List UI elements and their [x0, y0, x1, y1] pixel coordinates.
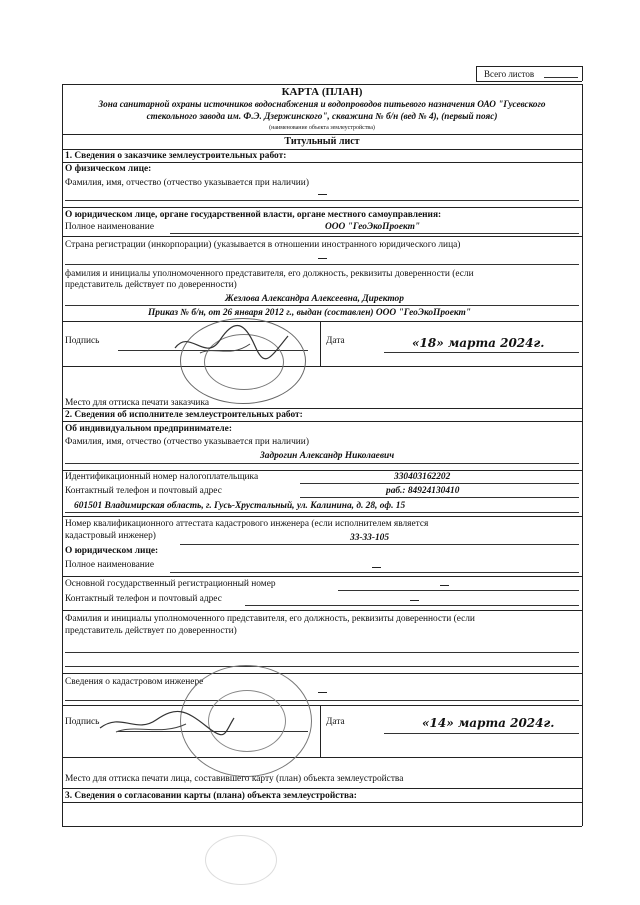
section3-heading: 3. Сведения о согласовании карты (плана) объекта землеустройства:: [65, 791, 357, 801]
object-name-line2: стекольного завода им. Ф.Э. Дзержинского", скважина № б/н (вед № 4), (первый пояс): [146, 111, 498, 121]
executor-fio-label: Фамилия, имя, отчество (отчество указывается при наличии): [65, 437, 309, 447]
executor-rep-label-2: представитель действует по доверенности): [65, 626, 237, 636]
executor-fullname-value: [372, 567, 381, 568]
executor-contact-label: Контактный телефон и почтовый адрес: [65, 486, 222, 496]
inn-value: 330403162202: [394, 472, 451, 482]
customer-fio-label: Фамилия, имя, отчество (отчество указывается при наличии): [65, 178, 309, 188]
individual-heading: О физическом лице:: [65, 164, 152, 174]
customer-rep-label-2: представитель действует по доверенности): [65, 280, 237, 290]
executor-signature-label: Подпись: [65, 717, 100, 727]
executor-fio-value: Задрогин Александр Николаевич: [260, 451, 395, 461]
attest-label-2: кадастровый инженер): [65, 531, 156, 541]
customer-signature: [170, 318, 290, 368]
total-sheets-label: Всего листов: [484, 69, 535, 79]
customer-fio-value: [318, 194, 327, 195]
executor-contact2-value: [410, 600, 419, 601]
customer-fullname-value: ООО "ГеоЭкоПроект": [325, 222, 421, 232]
object-name-line1: Зона санитарной охраны источников водоснабжения и водопроводов питьевого назначения ОАО "Гусевского: [98, 99, 546, 109]
customer-stamp-label: Место для оттиска печати заказчика: [65, 398, 210, 408]
executor-legal-heading: О юридическом лице:: [65, 546, 159, 556]
total-sheets-blank: [544, 77, 578, 78]
attest-value: 33-33-105: [350, 533, 390, 543]
attest-label-1: Номер квалификационного аттестата кадастрового инженера (если исполнителем является: [65, 519, 429, 529]
country-value: [318, 258, 327, 259]
customer-date-value: «18» марта 2024г.: [412, 336, 545, 350]
section2-heading: 2. Сведения об исполнителе землеустроительных работ:: [65, 410, 303, 420]
customer-date-label: Дата: [326, 336, 345, 346]
sheet-title: Титульный лист: [284, 136, 360, 147]
ogrn-label: Основной государственный регистрационный номер: [65, 579, 276, 589]
executor-rep-label-1: Фамилия и инициалы уполномоченного представителя, его должность, реквизиты доверенности (если: [65, 614, 475, 624]
cadastral-label: Сведения о кадастровом инженере: [65, 677, 204, 687]
cadastral-value: [318, 692, 327, 693]
document-title: КАРТА (ПЛАН): [281, 86, 363, 98]
object-caption: (наименование объекта землеустройства): [269, 125, 375, 131]
section1-heading: 1. Сведения о заказчике землеустроительных работ:: [65, 151, 287, 161]
executor-contact2-label: Контактный телефон и почтовый адрес: [65, 594, 222, 604]
customer-fullname-label: Полное наименование: [65, 222, 154, 232]
customer-rep-order: Приказ № б/н, от 26 января 2012 г., выдан (составлен) ООО "ГеоЭкоПроект": [148, 308, 471, 318]
legal-heading: О юридическом лице, органе государственной власти, органе местного самоуправления:: [65, 210, 442, 220]
executor-phone-value: раб.: 84924130410: [386, 486, 460, 496]
executor-address-value: 601501 Владимирская область, г. Гусь-Хрустальный, ул. Калинина, д. 28, оф. 15: [74, 501, 406, 511]
executor-signature: [96, 704, 236, 744]
country-label: Страна регистрации (инкорпорации) (указывается в отношении иностранного юридического лица): [65, 240, 461, 250]
customer-rep-name: Жезлова Александра Алексеевна, Директор: [225, 294, 404, 304]
customer-rep-label-1: фамилия и инициалы уполномоченного представителя, его должность, реквизиты доверенности (если: [65, 269, 474, 279]
executor-fullname-label: Полное наименование: [65, 560, 154, 570]
executor-date-label: Дата: [326, 717, 345, 727]
inn-label: Идентификационный номер налогоплательщика: [65, 472, 259, 482]
ogrn-value: [440, 585, 449, 586]
entrepreneur-heading: Об индивидуальном предпринимателе:: [65, 424, 232, 434]
bleed-through-seal: [205, 835, 277, 885]
customer-signature-label: Подпись: [65, 336, 100, 346]
executor-date-value: «14» марта 2024г.: [422, 716, 555, 730]
executor-stamp-label: Место для оттиска печати лица, составившего карту (план) объекта землеустройства: [65, 774, 404, 784]
